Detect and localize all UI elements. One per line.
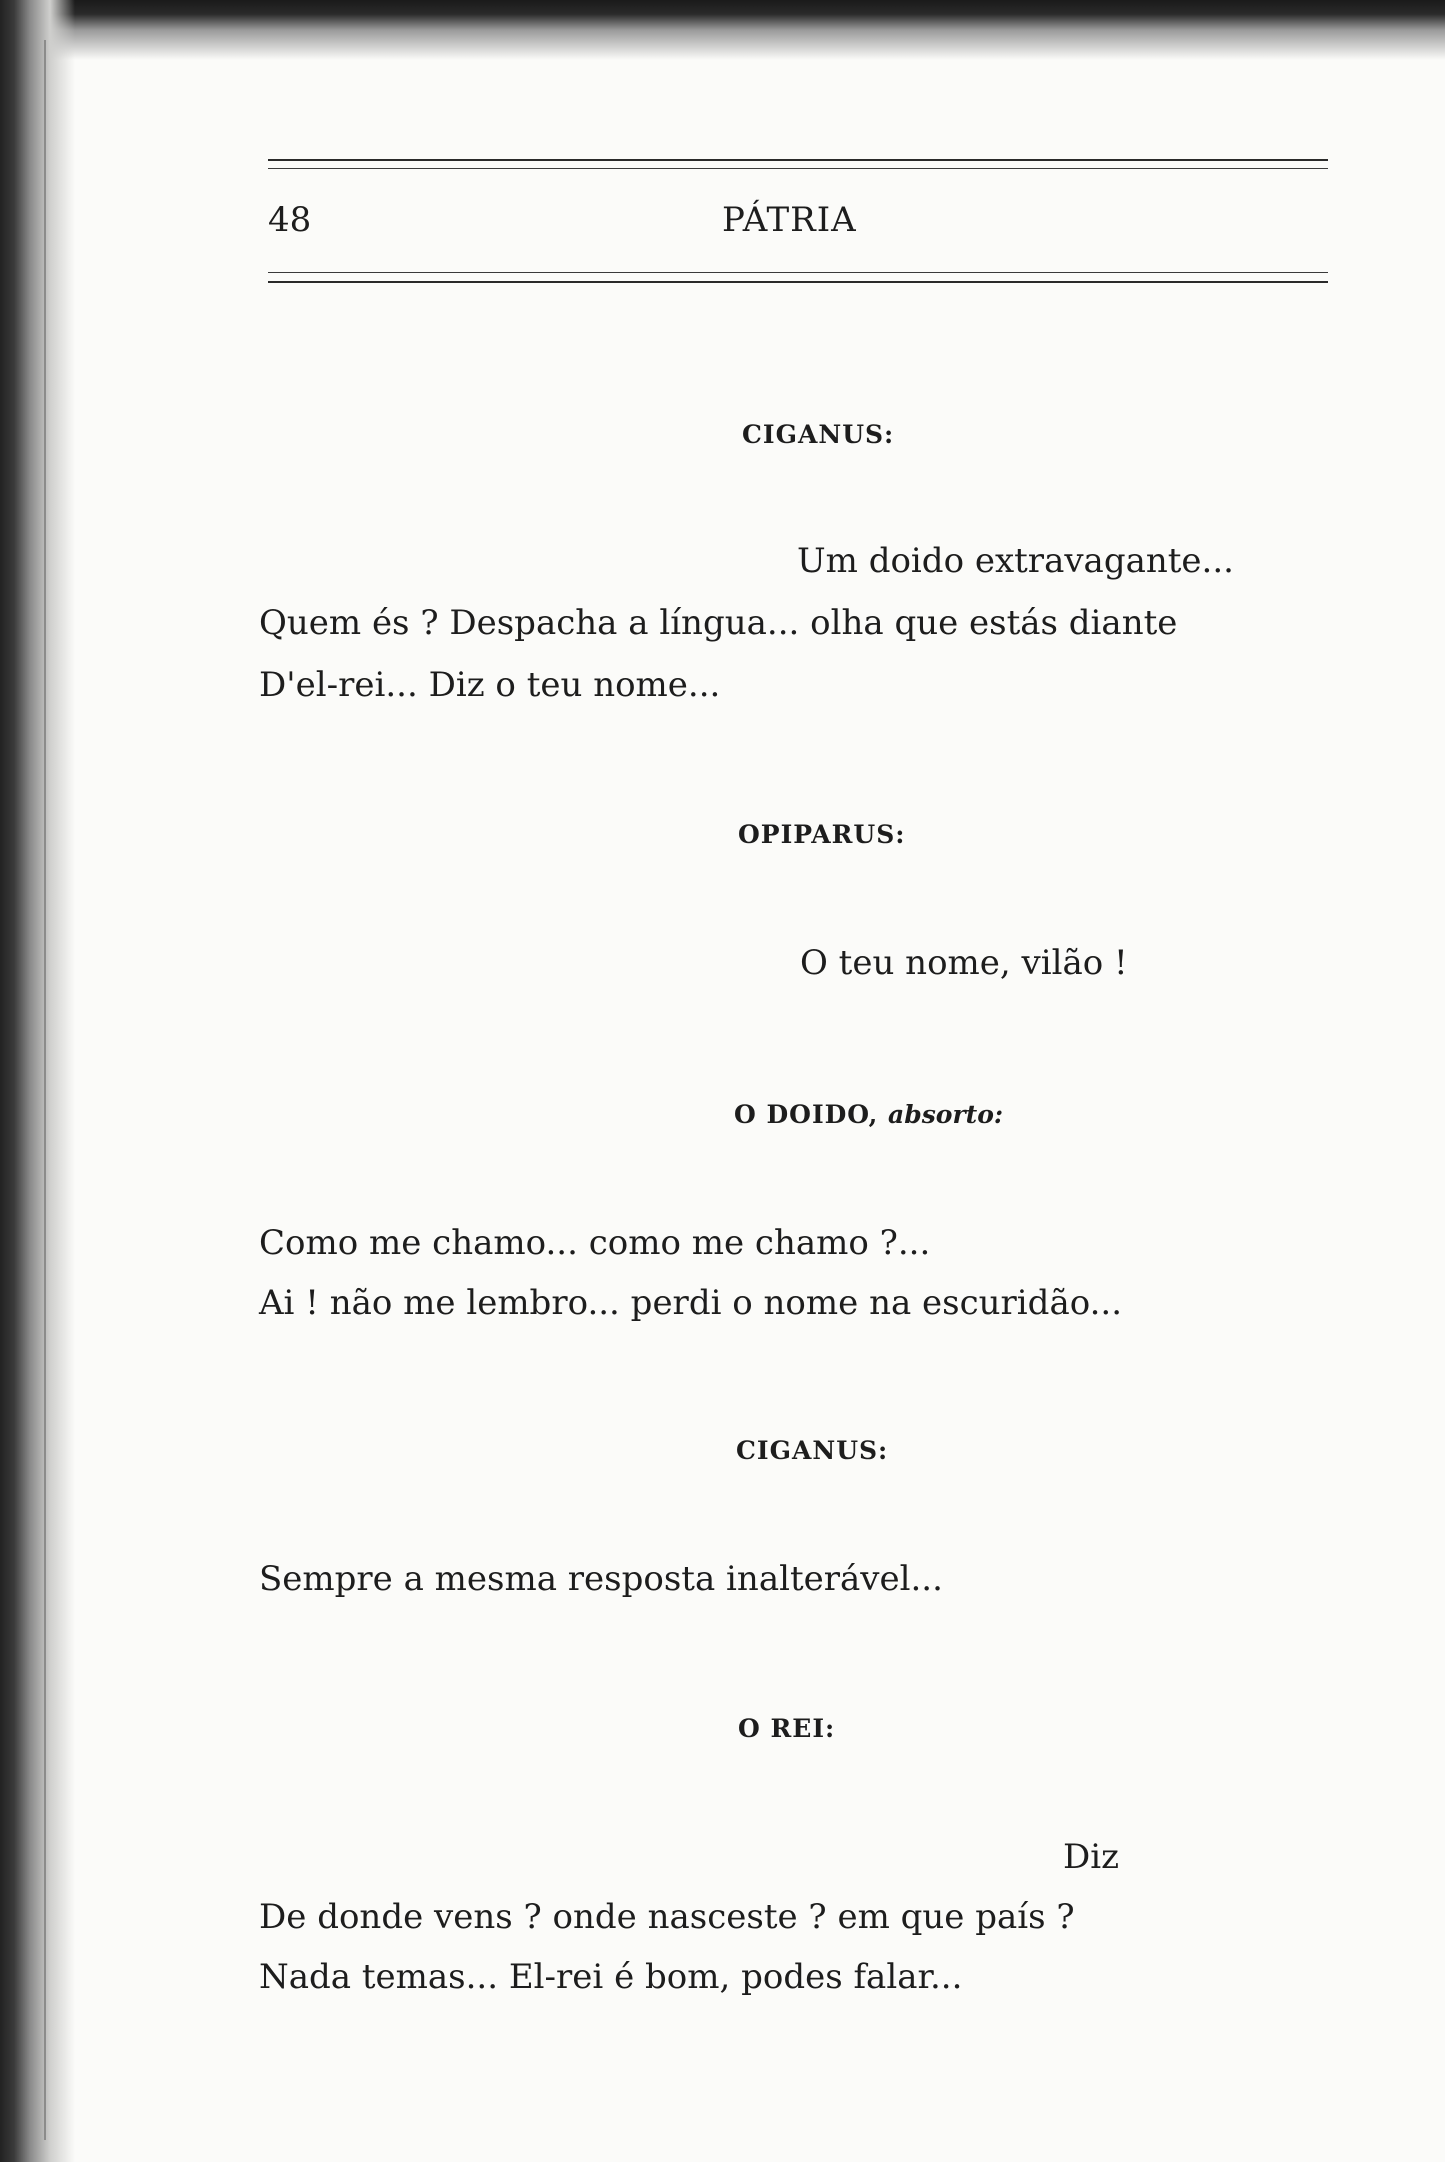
header-rule-bottom bbox=[268, 281, 1328, 283]
stage-direction: absorto: bbox=[888, 1100, 1004, 1129]
speaker-name: OPIPARUS: bbox=[738, 820, 906, 849]
verse-line: D'el-rei... Diz o teu nome... bbox=[259, 665, 721, 705]
verse-line: Como me chamo... como me chamo ?... bbox=[259, 1223, 931, 1263]
verse-line bbox=[259, 600, 1249, 646]
verse-line-text: Quem és ? Despacha a língua... olha que estás diante bbox=[259, 603, 1178, 643]
verse-line: Diz bbox=[1063, 1837, 1120, 1877]
verse-line-justified bbox=[259, 600, 1249, 646]
scan-binding-line bbox=[44, 40, 46, 2140]
page-number: 48 bbox=[268, 200, 312, 240]
speaker-name: O DOIDO, bbox=[734, 1100, 879, 1129]
speaker-name: CIGANUS: bbox=[742, 420, 895, 449]
speaker-name: O REI: bbox=[738, 1714, 836, 1743]
verse-line: Nada temas... El-rei é bom, podes falar... bbox=[259, 1957, 963, 1997]
scan-shadow-top bbox=[0, 0, 1445, 60]
scan-shadow-left bbox=[0, 0, 75, 2162]
speaker-name: CIGANUS: bbox=[736, 1436, 889, 1465]
verse-line: De donde vens ? onde nasceste ? em que país ? bbox=[259, 1897, 1075, 1937]
header-rule-bottom-thin bbox=[268, 272, 1328, 273]
running-title: PÁTRIA bbox=[722, 200, 857, 240]
header-rule-top bbox=[268, 159, 1328, 161]
verse-line: Um doido extravagante... bbox=[797, 541, 1234, 581]
verse-line: Ai ! não me lembro... perdi o nome na escuridão... bbox=[259, 1283, 1123, 1323]
speaker-with-direction bbox=[734, 1098, 1003, 1132]
header-rule-top-thin bbox=[268, 168, 1328, 169]
verse-line: O teu nome, vilão ! bbox=[800, 943, 1128, 983]
verse-line: Sempre a mesma resposta inalterável... bbox=[259, 1559, 943, 1599]
